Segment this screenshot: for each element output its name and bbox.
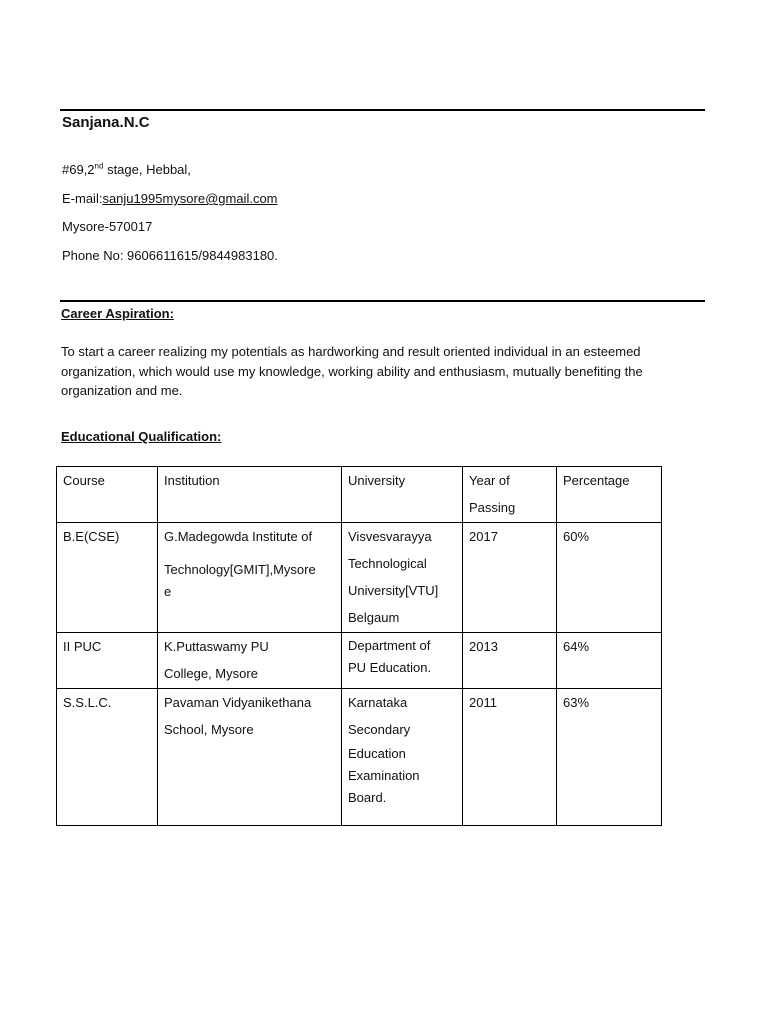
table-header-row bbox=[57, 467, 662, 523]
table-row bbox=[57, 689, 662, 826]
institution-line: e bbox=[164, 584, 172, 599]
institution-line: College, Mysore bbox=[164, 666, 258, 681]
career-heading: Career Aspiration: bbox=[61, 306, 174, 321]
header-course: Course bbox=[57, 467, 158, 523]
email-link[interactable]: sanju1995mysore@gmail.com bbox=[102, 191, 278, 206]
email-line bbox=[62, 190, 278, 208]
institution-line: Technology[GMIT],Mysore bbox=[164, 562, 316, 577]
education-heading: Educational Qualification: bbox=[61, 429, 222, 444]
row-year: 2017 bbox=[463, 523, 557, 633]
education-table bbox=[56, 466, 662, 826]
section-rule bbox=[60, 300, 705, 302]
candidate-name: Sanjana.N.C bbox=[62, 114, 150, 131]
row-university bbox=[342, 523, 463, 633]
address-number: #69,2 bbox=[62, 162, 95, 177]
row-course: S.S.L.C. bbox=[57, 689, 158, 826]
header-year-line-1: Year of bbox=[469, 473, 510, 488]
institution-line: Pavaman Vidyanikethana bbox=[164, 695, 312, 710]
row-institution bbox=[158, 523, 342, 633]
university-line: Belgaum bbox=[348, 610, 400, 625]
row-course: II PUC bbox=[57, 633, 158, 689]
header-year bbox=[463, 467, 557, 523]
phone-line: Phone No: 9606611615/9844983180. bbox=[62, 248, 278, 263]
row-year: 2011 bbox=[463, 689, 557, 826]
email-label: E-mail: bbox=[62, 191, 103, 206]
row-percentage: 63% bbox=[557, 689, 662, 826]
institution-line: K.Puttaswamy PU bbox=[164, 639, 269, 654]
university-line: Secondary bbox=[348, 722, 411, 737]
header-institution: Institution bbox=[158, 467, 342, 523]
career-paragraph: To start a career realizing my potentials as hardworking and result oriented individual in an esteemed organization, which would use my knowledge, working ability and enthusiasm, mutually benefiting the organization and me. bbox=[61, 344, 643, 398]
table-row bbox=[57, 523, 662, 633]
row-institution bbox=[158, 633, 342, 689]
row-percentage: 64% bbox=[557, 633, 662, 689]
university-line: Examination bbox=[348, 768, 420, 783]
university-line: Karnataka bbox=[348, 695, 408, 710]
city-line: Mysore-570017 bbox=[62, 219, 153, 234]
row-course: B.E(CSE) bbox=[57, 523, 158, 633]
university-line: Board. bbox=[348, 790, 387, 805]
university-line: University[VTU] bbox=[348, 583, 439, 598]
address-street: stage, Hebbal, bbox=[103, 162, 191, 177]
university-line: Technological bbox=[348, 556, 427, 571]
header-year-line-2: Passing bbox=[469, 500, 516, 515]
row-university bbox=[342, 633, 463, 689]
address-line bbox=[62, 161, 191, 179]
header-percentage: Percentage bbox=[557, 467, 662, 523]
university-line: Department of bbox=[348, 638, 431, 653]
header-university: University bbox=[342, 467, 463, 523]
row-institution bbox=[158, 689, 342, 826]
university-line: PU Education. bbox=[348, 660, 432, 675]
university-line: Visvesvarayya bbox=[348, 529, 432, 544]
university-line: Education bbox=[348, 746, 406, 761]
address-superscript: nd bbox=[94, 161, 104, 171]
row-percentage: 60% bbox=[557, 523, 662, 633]
top-rule bbox=[60, 109, 705, 111]
row-university bbox=[342, 689, 463, 826]
institution-line: School, Mysore bbox=[164, 722, 254, 737]
row-year: 2013 bbox=[463, 633, 557, 689]
institution-line: G.Madegowda Institute of bbox=[164, 529, 313, 544]
table-row bbox=[57, 633, 662, 689]
